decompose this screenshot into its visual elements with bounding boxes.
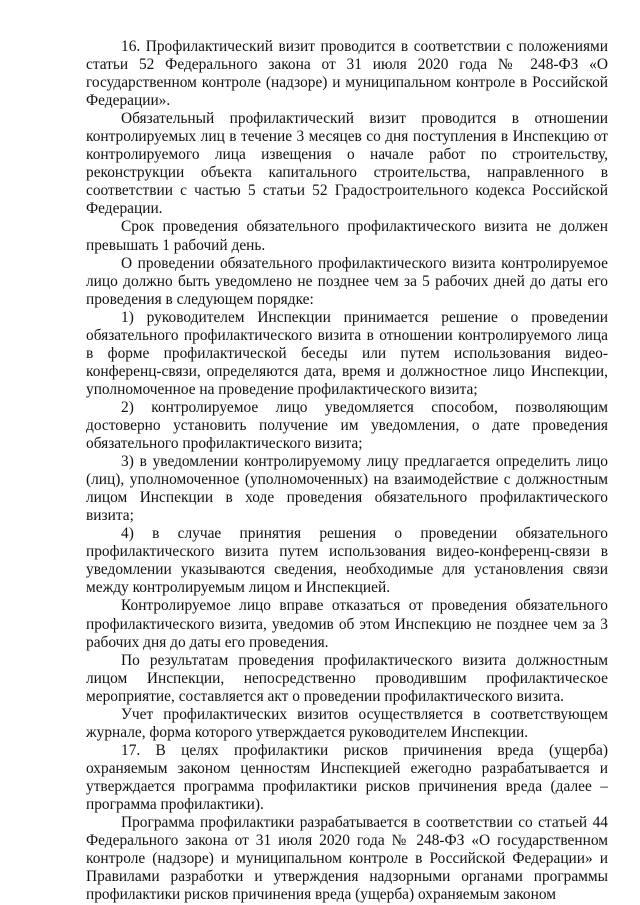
paragraph-visit-duration: Срок проведения обязательного профилактического визита не должен превышать 1 рабочий день. bbox=[86, 218, 608, 254]
list-item-2: 2) контролируемое лицо уведомляется способом, позволяющим достоверно установить получение им уведомления, о дате проведения обязательного профилактического визита; bbox=[86, 398, 608, 453]
paragraph-mandatory-visit: Обязательный профилактический визит проводится в отношении контролируемых лиц в течение 3 месяцев со дня поступления в Инспекцию от контролируемого лица извещения о начале работ по строительству, реконструкции объекта капитального строительства, направленного в соответствии с частью 5 статьи 52 Градостроительного кодекса Российской Федерации. bbox=[86, 110, 608, 218]
paragraph-17-prevention-program: 17. В целях профилактики рисков причинения вреда (ущерба) охраняемым законом ценностям Инспекцией ежегодно разрабатывается и утверждается программа профилактики рисков причинения вреда (далее – программа профилактики). bbox=[86, 741, 608, 813]
paragraph-visit-act: По результатам проведения профилактического визита должностным лицом Инспекции, непосредственно проводившим профилактическое мероприятие, составляется акт о проведении профилактического визита. bbox=[86, 651, 608, 705]
document-page bbox=[86, 38, 608, 904]
list-item-3: 3) в уведомлении контролируемому лицу предлагается определить лицо (лиц), уполномоченное (уполномоченных) на взаимодействие с должностным лицом Инспекции в ходе проведения обязательного профилактического визита; bbox=[86, 453, 608, 525]
paragraph-16-preventive-visit: 16. Профилактический визит проводится в соответствии с положениями статьи 52 Федерального закона от 31 июля 2020 года № 248-ФЗ «О государственном контроле (надзоре) и муниципальном контроле в Российской Федерации». bbox=[86, 38, 608, 110]
paragraph-program-development: Программа профилактики разрабатывается в соответствии со статьей 44 Федерального закона от 31 июля 2020 года № 248-ФЗ «О государственном контроле (надзоре) и муниципальном контроле в Российской Федерации» и Правилами разработки и утверждения надзорными органами программы профилактики рисков причинения вреда (ущерба) охраняемым законом bbox=[86, 814, 608, 904]
paragraph-notification-procedure: О проведении обязательного профилактического визита контролируемое лицо должно быть уведомлено не позднее чем за 5 рабочих дней до даты его проведения в следующем порядке: bbox=[86, 254, 608, 308]
paragraph-visit-journal: Учет профилактических визитов осуществляется в соответствующем журнале, форма которого утверждается руководителем Инспекции. bbox=[86, 705, 608, 741]
list-item-1: 1) руководителем Инспекции принимается решение о проведении обязательного профилактического визита в отношении контролируемого лица в форме профилактической беседы или путем использования видео-конференц-связи, определяются дата, время и должностное лицо Инспекции, уполномоченное на проведение профилактического визита; bbox=[86, 308, 608, 398]
paragraph-right-to-refuse: Контролируемое лицо вправе отказаться от проведения обязательного профилактического визита, уведомив об этом Инспекцию не позднее чем за 3 рабочих дня до даты его проведения. bbox=[86, 597, 608, 651]
list-item-4: 4) в случае принятия решения о проведении обязательного профилактического визита путем использования видео-конференц-связи в уведомлении указываются сведения, необходимые для установления связи между контролируемым лицом и Инспекцией. bbox=[86, 525, 608, 597]
